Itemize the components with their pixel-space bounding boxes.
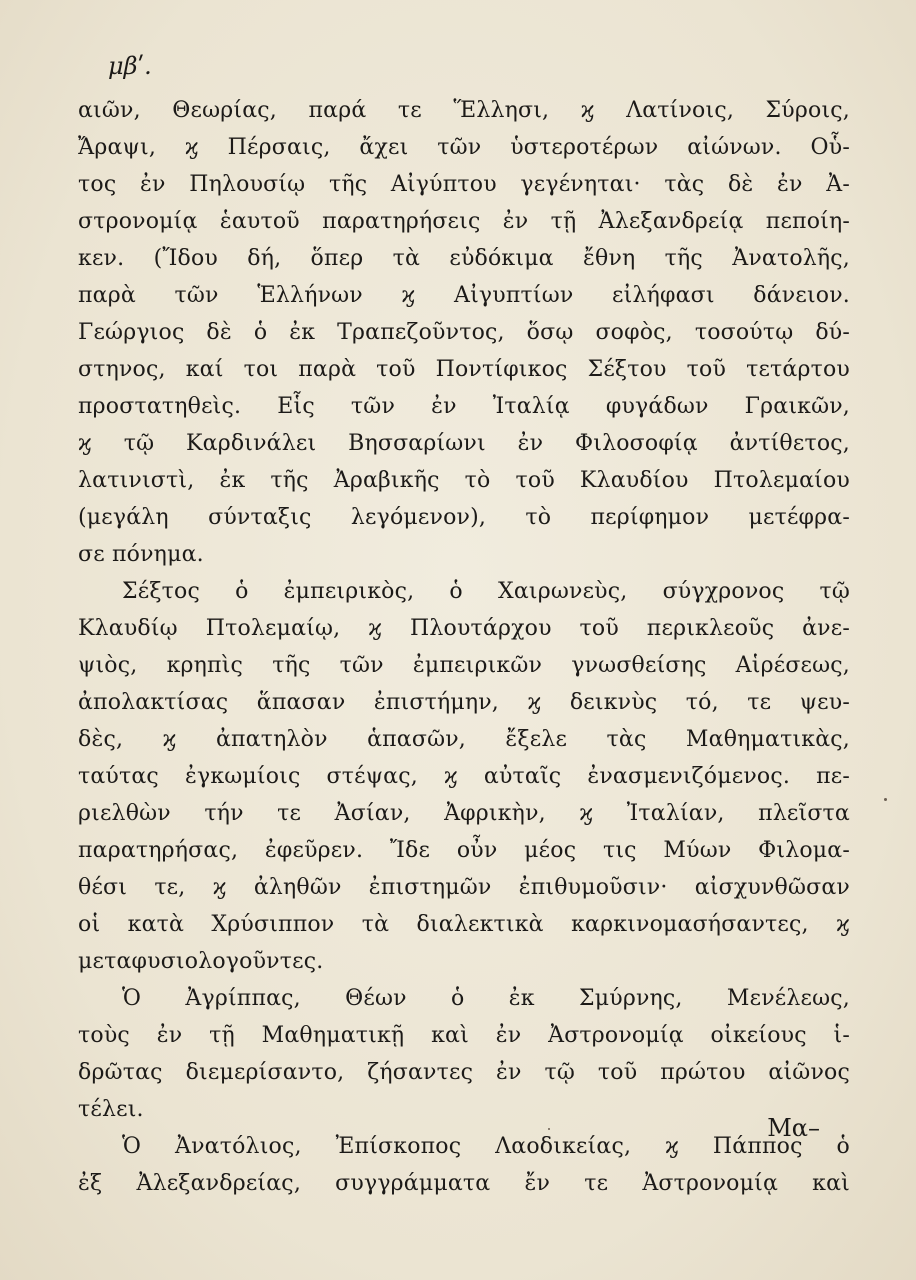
text-line: οἱ κατὰ Χρύσιππον τὰ διαλεκτικὰ καρκινομασήσαντες, ϗ [78, 912, 850, 937]
text-line: Γεώργιος δὲ ὁ ἐκ Τραπεζοῦντος, ὅσῳ σοφὸς, τοσούτῳ δύ- [78, 320, 850, 345]
body-text [78, 92, 850, 1202]
text-line: Ὁ Ἀνατόλιος, Ἐπίσκοπος Λαοδικείας, ϗ Πάππος ὁ [122, 1134, 850, 1159]
text-line: ϗ τῷ Καρδινάλει Βησσαρίωνι ἐν Φιλοσοφίᾳ ἀντίθετος, [78, 431, 850, 456]
text-line: θέσι τε, ϗ ἀληθῶν ἐπιστημῶν ἐπιθυμοῦσιν· αἰσχυνθῶσαν [78, 875, 850, 900]
text-line: στρονομίᾳ ἑαυτοῦ παρατηρήσεις ἐν τῇ Ἀλεξανδρείᾳ πεποίη- [78, 209, 850, 234]
text-line: δὲς, ϗ ἀπατηλὸν ἁπασῶν, ἔξελε τὰς Μαθηματικὰς, [78, 727, 850, 752]
text-line: στηνος, καί τοι παρὰ τοῦ Ποντίφικος Σέξτου τοῦ τετάρτου [78, 357, 850, 382]
paper-speck [884, 798, 887, 801]
text-line: παρατηρήσας, ἐφεῦρεν. Ἴδε οὖν μέος τις Μύων Φιλομα- [78, 838, 850, 863]
text-line: Ὁ Ἀγρίππας, Θέων ὁ ἐκ Σμύρνης, Μενέλεως, [122, 986, 850, 1011]
text-line: Κλαυδίῳ Πτολεμαίῳ, ϗ Πλουτάρχου τοῦ περικλεοῦς ἀνε- [78, 616, 850, 641]
text-line: τοὺς ἐν τῇ Μαθηματικῇ καὶ ἐν Ἀστρονομίᾳ οἰκείους ἱ- [78, 1023, 850, 1048]
text-line: ριελθὼν τήν τε Ἀσίαν, Ἀφρικὴν, ϗ Ἰταλίαν, πλεῖστα [78, 801, 850, 826]
text-line: ψιὸς, κρηπὶς τῆς τῶν ἐμπειρικῶν γνωσθείσης Αἱρέσεως, [78, 653, 850, 678]
text-line: ἀπολακτίσας ἅπασαν ἐπιστήμην, ϗ δεικνὺς τό, τε ψευ- [78, 690, 850, 715]
catchword: Μα– [767, 1114, 820, 1142]
text-line: Σέξτος ὁ ἐμπειρικὸς, ὁ Χαιρωνεὺς, σύγχρονος τῷ [122, 579, 850, 604]
paper-speck [548, 1128, 550, 1130]
page-number: μβʹ. [108, 52, 152, 80]
text-line: δρῶτας διεμερίσαντο, ζήσαντες ἐν τῷ τοῦ πρώτου αἰῶνος [78, 1060, 850, 1085]
text-line: σε πόνημα. [78, 542, 204, 567]
text-line: κεν. (Ἴδου δή, ὅπερ τὰ εὐδόκιμα ἔθνη τῆς Ἀνατολῆς, [78, 246, 850, 271]
text-line: λατινιστὶ, ἐκ τῆς Ἀραβικῆς τὸ τοῦ Κλαυδίου Πτολεμαίου [78, 468, 850, 493]
text-line: Ἄραψι, ϗ Πέρσαις, ἄχει τῶν ὑστεροτέρων αἰώνων. Οὗ- [78, 135, 850, 160]
text-line: προστατηθεὶς. Εἷς τῶν ἐν Ἰταλίᾳ φυγάδων Γραικῶν, [78, 394, 850, 419]
text-line: ταύτας ἐγκωμίοις στέψας, ϗ αὐταῖς ἐνασμενιζόμενος. πε- [78, 764, 850, 789]
text-line: τος ἐν Πηλουσίῳ τῆς Αἰγύπτου γεγένηται· τὰς δὲ ἐν Ἀ- [78, 172, 850, 197]
text-line: (μεγάλη σύνταξις λεγόμενον), τὸ περίφημον μετέφρα- [78, 505, 850, 530]
text-line: μεταφυσιολογοῦντες. [78, 949, 324, 974]
text-line: αιῶν, Θεωρίας, παρά τε Ἕλλησι, ϗ Λατίνοις, Σύροις, [78, 98, 850, 123]
text-line: παρὰ τῶν Ἑλλήνων ϗ Αἰγυπτίων εἰλήφασι δάνειον. [78, 283, 850, 308]
text-line: τέλει. [78, 1097, 144, 1122]
text-line: ἐξ Ἀλεξανδρείας, συγγράμματα ἔν τε Ἀστρονομίᾳ καὶ [78, 1171, 850, 1196]
